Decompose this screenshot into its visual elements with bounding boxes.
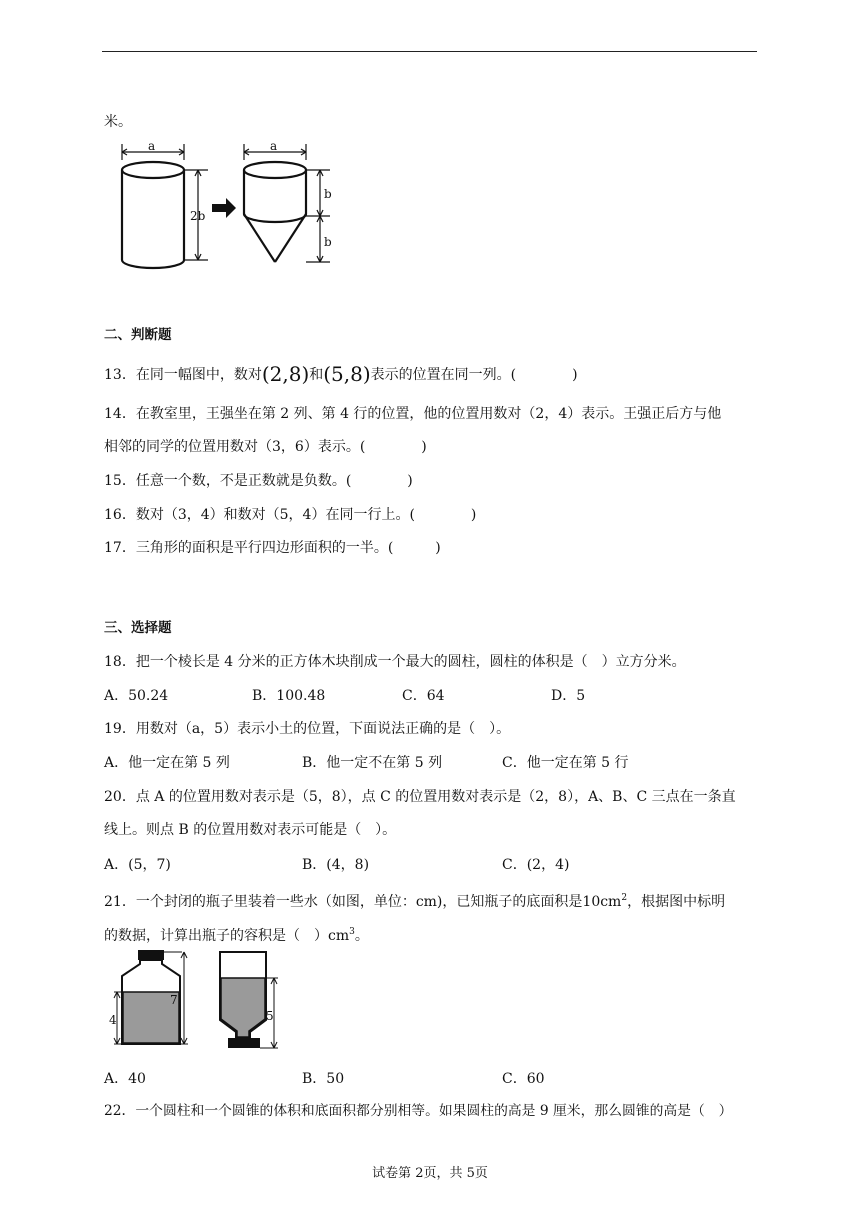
- label-2b: 2b: [190, 209, 206, 223]
- label-inverted-height: 5: [266, 1009, 274, 1023]
- section-3-title: 三、选择题: [104, 620, 172, 636]
- question-16: 16．数对（3，4）和数对（5，4）在同一行上。( ): [104, 507, 477, 523]
- label-water-height: 4: [109, 1013, 117, 1027]
- question-22: 22．一个圆柱和一个圆锥的体积和底面积都分别相等。如果圆柱的高是 9 厘米，那么圆锥的高是（ ）: [104, 1103, 733, 1119]
- question-20-line1: 20．点 A 的位置用数对表示是（5，8），点 C 的位置用数对表示是（2，8），A、B、C 三点在一条直: [104, 789, 736, 805]
- question-21-line2: 的数据，计算出瓶子的容积是（ ）$cm^3$。: [104, 927, 369, 944]
- pair-5-8: (5,8): [323, 362, 371, 386]
- label-b-top: b: [324, 187, 332, 201]
- transform-arrow-icon: [212, 198, 236, 218]
- q21-option-c: C．60: [502, 1071, 545, 1087]
- q19-option-a: A．他一定在第 5 列: [104, 755, 230, 771]
- question-18: 18．把一个棱长是 4 分米的正方体木块削成一个最大的圆柱，圆柱的体积是（ ）立方分米。: [104, 654, 686, 670]
- q18-option-b: B．100.48: [252, 688, 326, 704]
- base-area-value: 10cm: [582, 894, 622, 910]
- question-20-line2: 线上。则点 B 的位置用数对表示可能是（ ）。: [104, 822, 397, 838]
- label-b-bottom: b: [324, 235, 332, 249]
- bottle-figure: [108, 948, 288, 1054]
- cylinder-cone-figure: [112, 140, 342, 270]
- q21-option-a: A．40: [104, 1071, 146, 1087]
- question-14-line1: 14．在教室里，王强坐在第 2 列、第 4 行的位置，他的位置用数对（2，4）表示。王强正后方与他: [104, 406, 722, 422]
- header-rule: [102, 51, 757, 52]
- q19-option-c: C．他一定在第 5 行: [502, 755, 629, 771]
- question-19: 19．用数对（a，5）表示小土的位置，下面说法正确的是（ ）。: [104, 721, 511, 737]
- question-13: 13．在同一幅图中，数对(2,8)和(5,8)表示的位置在同一列。( ): [104, 362, 578, 386]
- question-21-line1: 21．一个封闭的瓶子里装着一些水（如图，单位：cm)，已知瓶子的底面积是$10cm^2$，根据图中标明: [104, 893, 726, 910]
- q20-option-c: C．(2，4): [502, 857, 570, 873]
- question-14-line2: 相邻的同学的位置用数对（3，6）表示。( ): [104, 439, 427, 455]
- label-total-height: 7: [170, 993, 178, 1007]
- q20-option-b: B．(4，8): [302, 857, 370, 873]
- q18-option-d: D．5: [551, 688, 586, 704]
- question-15: 15．任意一个数，不是正数就是负数。( ): [104, 473, 413, 489]
- label-a-left: a: [148, 140, 156, 153]
- previous-question-tail: 米。: [104, 114, 132, 130]
- label-a-right: a: [270, 140, 278, 153]
- question-17: 17．三角形的面积是平行四边形面积的一半。( ): [104, 540, 441, 556]
- pair-2-8: (2,8): [261, 362, 310, 386]
- q18-option-c: C．64: [402, 688, 445, 704]
- page-footer: 试卷第 2页，共 5页: [372, 1166, 488, 1181]
- q18-option-a: A．50.24: [104, 688, 169, 704]
- q19-option-b: B．他一定不在第 5 列: [302, 755, 443, 771]
- q20-option-a: A．(5，7): [104, 857, 171, 873]
- section-2-title: 二、判断题: [104, 327, 172, 343]
- q21-option-b: B．50: [302, 1071, 345, 1087]
